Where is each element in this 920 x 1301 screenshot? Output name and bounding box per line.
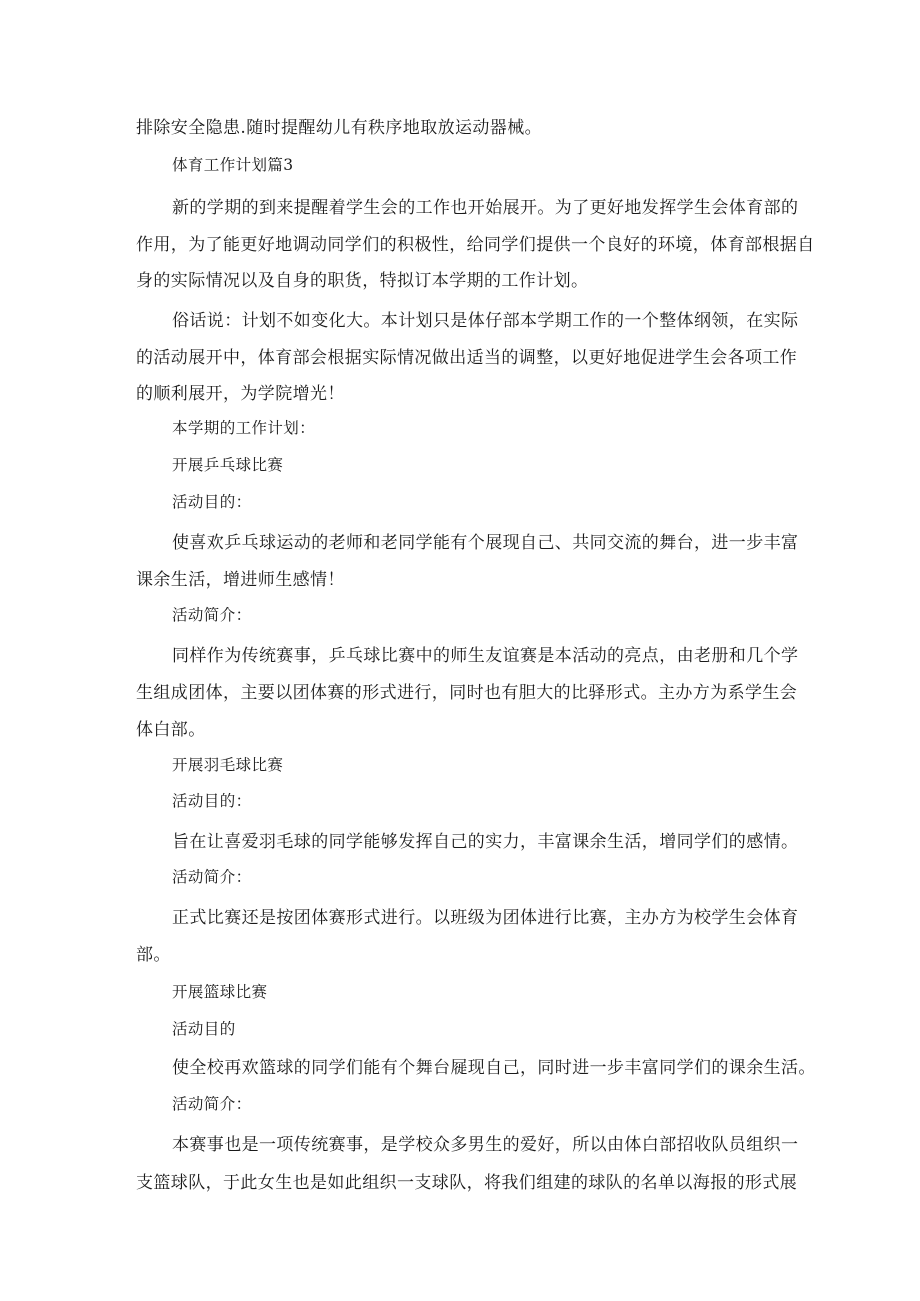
label-line: 活动简介： xyxy=(172,606,252,624)
label-line: 活动目的 xyxy=(172,1020,236,1038)
paragraph-line: 生组成团体，主要以团体赛的形式进行，同时也有胆大的比驿形式。主办方为系学生会 xyxy=(136,683,798,703)
text-line: 排除安全隐患.随时提醒幼儿有秩序地取放运动器械。 xyxy=(136,118,543,138)
paragraph-line: 支篮球队，于此女生也是如此组织一支球队，将我们组建的球队的名单以海报的形式展 xyxy=(136,1173,798,1193)
paragraph-line: 新的学期的到来提醒着学生会的工作也开始展开。为了更好地发挥学生会体育部的 xyxy=(172,198,799,218)
label-line: 活动简介： xyxy=(172,868,252,886)
paragraph-line: 正式比赛还是按团体赛形式进行。以班级为团体进行比赛，主办方为校学生会体育 xyxy=(172,908,799,928)
label-line: 活动目的： xyxy=(172,792,252,810)
paragraph-line: 体白部。 xyxy=(136,720,206,740)
paragraph-line: 部。 xyxy=(136,945,171,965)
subheading: 开展篮球比赛 xyxy=(172,983,268,1001)
paragraph-line: 同样作为传统赛事，乒乓球比赛中的师生友谊赛是本活动的亮点，由老册和几个学 xyxy=(172,646,799,666)
paragraph-line: 的顺利展开，为学院增光！ xyxy=(136,384,345,404)
paragraph-line: 俗话说：计划不如变化大。本计划只是体仔部本学期工作的一个整体纲领，在实际 xyxy=(172,311,799,331)
subheading: 开展羽毛球比赛 xyxy=(172,756,284,774)
paragraph-line: 身的实际情况以及自身的职货，特拟订本学期的工作计划。 xyxy=(136,271,589,291)
paragraph-line: 使喜欢乒乓球运动的老师和老同学能有个展现自己、共同交流的舞台，进一步丰富 xyxy=(172,533,799,553)
paragraph-line: 课余生活，增进师生感情！ xyxy=(136,570,345,590)
paragraph-line: 作用，为了能更好地调动同学们的积极性，给同学们提供一个良好的环境，体育部根据自 xyxy=(136,235,815,255)
subheading: 开展乒乓球比赛 xyxy=(172,456,284,474)
label-line: 活动简介： xyxy=(172,1095,252,1113)
paragraph-line: 本赛事也是一项传统赛事，是学校众多男生的爱好，所以由体白部招收队员组织一 xyxy=(172,1135,799,1155)
section-heading: 体育工作计划篇3 xyxy=(172,156,294,174)
paragraph-line: 旨在让喜爱羽毛球的同学能够发挥自己的实力，丰富课余生活，增同学们的感情。 xyxy=(172,832,799,852)
subheading: 本学期的工作计划： xyxy=(172,419,316,437)
paragraph-line: 使全校再欢篮球的同学们能有个舞台屣现自己，同时进一步丰富同学们的课余生活。 xyxy=(172,1058,816,1078)
label-line: 活动目的： xyxy=(172,493,252,511)
paragraph-line: 的活动展开中，体育部会根据实际情况做出适当的调整，以更好地促进学生会各项工作 xyxy=(136,348,798,368)
